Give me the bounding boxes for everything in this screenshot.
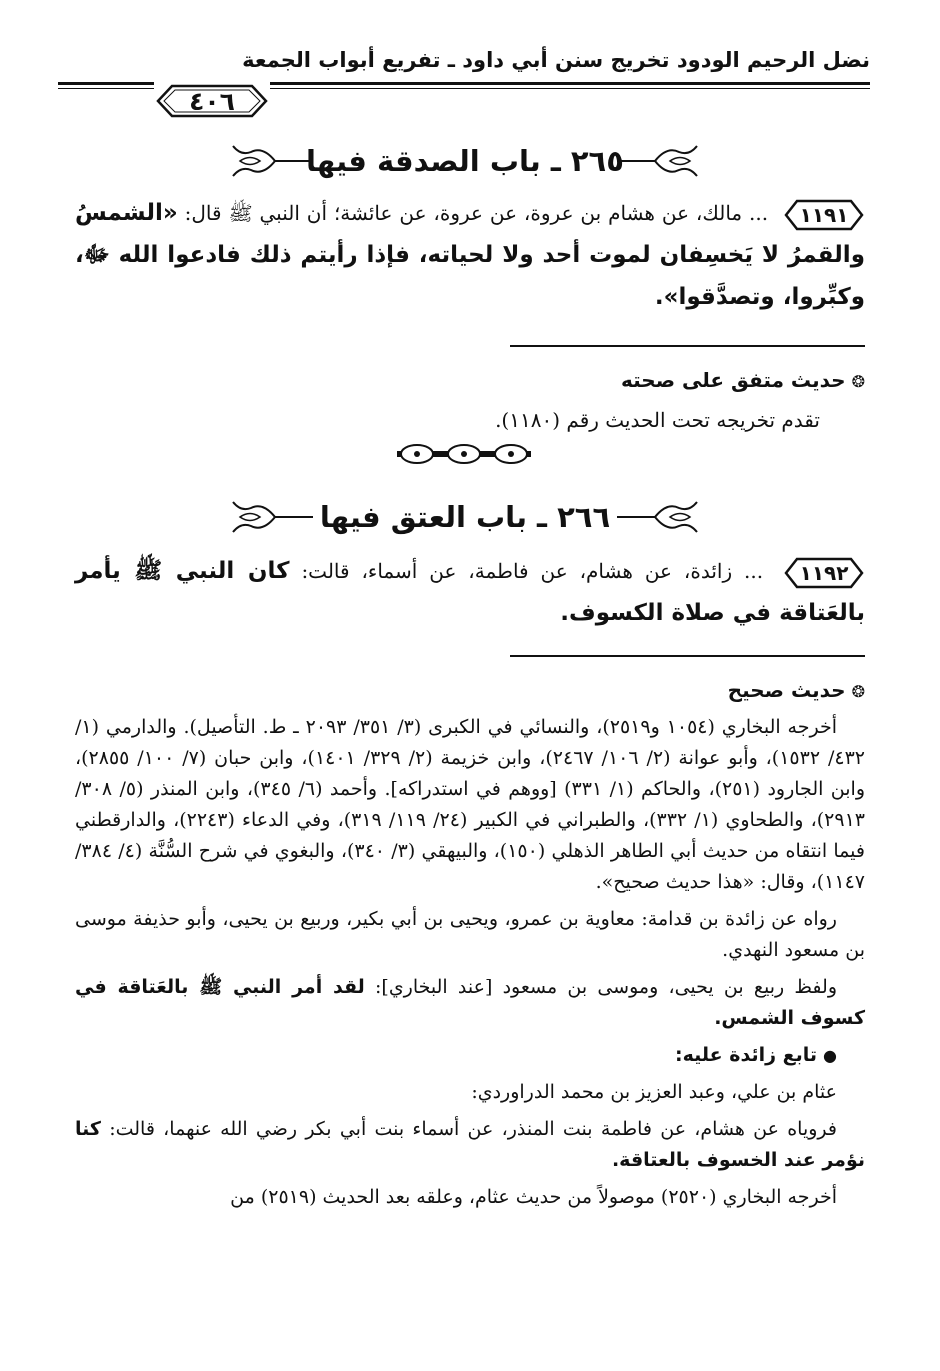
hadith-matn: «الشمسُ والقمرُ لا يَخسِفان لموت أحد ولا لحياته، فإذا رأيتم ذلك فادعوا الله ﷻ، وكبِّروا، وتصدَّقوا». bbox=[75, 200, 865, 310]
hadith-isnad: ... مالك، عن هشام بن عروة، عن عروة، عن عائشة؛ أن النبي ﷺ قال: bbox=[184, 201, 769, 225]
hadith-number-badge bbox=[783, 555, 865, 591]
page-number-badge bbox=[154, 80, 270, 122]
running-title: نضل الرحيم الودود تخريج سنن أبي داود ـ تفريع أبواب الجمعة bbox=[242, 48, 870, 72]
hadith-1192 bbox=[75, 550, 865, 634]
hadith-1191 bbox=[75, 192, 865, 318]
bullet-icon: ❂ bbox=[851, 372, 865, 391]
separator-line bbox=[510, 655, 865, 657]
grade-label: حديث صحيح bbox=[727, 678, 846, 702]
hadith-number-badge bbox=[783, 197, 865, 233]
final-paragraph: أخرجه البخاري (٢٥٢٠) موصولاً من حديث عثام، وعلقه بعد الحديث (٢٥١٩) من bbox=[230, 1186, 837, 1208]
page-number: ٤٠٦ bbox=[189, 86, 235, 116]
hadith-number: ١١٩١ bbox=[799, 202, 849, 227]
separator-line bbox=[510, 345, 865, 347]
followers-paragraph: عثام بن علي، وعبد العزيز بن محمد الدراوردي: bbox=[471, 1081, 837, 1103]
wording-paragraph bbox=[75, 972, 865, 1034]
follow-up-heading bbox=[75, 1040, 865, 1071]
takhrij-paragraph: أخرجه البخاري (١٠٥٤ و٢٥١٩)، والنسائي في الكبرى (٣/ ٣٥١/ ٢٠٩٣ ـ ط. التأصيل). والدارمي (١/ ٤٣٢/ ١٥٣٢)، وأبو عوانة (٢/ ١٠٦/ ٢٤٦٧)، وابن خزيمة (٢/ ٣٢٩/ ١٤٠١)، وابن حبان (٧/ ١٠٠/ ٢٨٥٥)، وابن الجارود (٢٥١)، والحاكم (١/ ٣٣١) [ووهم في استدراكه]. وأحمد (٦/ ٣٤٥)، وابن المنذر (٥/ ٣٠٨/ ٢٩١٣)، والطحاوي (١/ ٣٣٢)، والطبراني في الكبير (٢٤/ ١١٩/ ٣١٩)، وفي الدعاء (٢٢٤٣)، والدارقطني فيما انتقاه من حديث أبي الطاهر الذهلي (١٥٠)، والبيهقي (٣/ ٣٤٠)، والبغوي في شرح السُّنَّة (٤/ ٣٨٤/ ١١٤٧)، وقال: «هذا حديث صحيح». bbox=[75, 716, 866, 893]
bullet-icon: ❂ bbox=[851, 682, 865, 701]
chapter-title: ٢٦٦ ـ باب العتق فيها bbox=[319, 500, 611, 534]
follow-narration-paragraph bbox=[75, 1114, 865, 1176]
running-header bbox=[58, 40, 870, 116]
ornament-right-icon bbox=[615, 498, 700, 536]
grade-heading-1 bbox=[75, 368, 865, 392]
grade-note: تقدم تخريجه تحت الحديث رقم (١١٨٠). bbox=[495, 408, 820, 432]
grade-label: حديث متفق على صحته bbox=[620, 368, 846, 392]
section-divider-icon bbox=[395, 443, 533, 465]
chapter-heading-265 bbox=[230, 136, 700, 186]
bullet-icon: ● bbox=[823, 1046, 837, 1065]
wording-text: لقد أمر النبي ﷺ بالعَتاقة في كسوف الشمس. bbox=[75, 976, 865, 1029]
wording-intro: ولفظ ربيع بن يحيى، وموسى بن مسعود [عند البخاري]: bbox=[375, 976, 837, 998]
chapter-title: ٢٦٥ ـ باب الصدقة فيها bbox=[306, 144, 624, 178]
follow-up-label: تابع زائدة عليه: bbox=[675, 1044, 818, 1066]
ornament-left-icon bbox=[230, 142, 315, 180]
hadith-matn: كان النبي ﷺ يأمر بالعَتاقة في صلاة الكسوف. bbox=[75, 558, 865, 626]
follow-narration-isnad: فروياه عن هشام، عن فاطمة بنت المنذر، عن أسماء بنت أبي بكر رضي الله عنهما، قالت: bbox=[109, 1118, 837, 1140]
hadith-isnad: ... زائدة، عن هشام، عن فاطمة، عن أسماء، قالت: bbox=[301, 559, 764, 583]
follow-narration-text: كنا نؤمر عند الخسوف بالعتاقة. bbox=[75, 1118, 865, 1171]
hadith-number: ١١٩٢ bbox=[799, 560, 849, 585]
chapter-heading-266 bbox=[230, 492, 700, 542]
ornament-left-icon bbox=[230, 498, 315, 536]
ornament-right-icon bbox=[615, 142, 700, 180]
grade-heading-2 bbox=[75, 678, 865, 702]
narrators-paragraph: رواه عن زائدة بن قدامة: معاوية بن عمرو، ويحيى بن أبي بكير، وربيع بن يحيى، وأبو حذيفة موسى بن مسعود النهدي. bbox=[75, 908, 865, 961]
takhrij-body bbox=[75, 712, 865, 1219]
